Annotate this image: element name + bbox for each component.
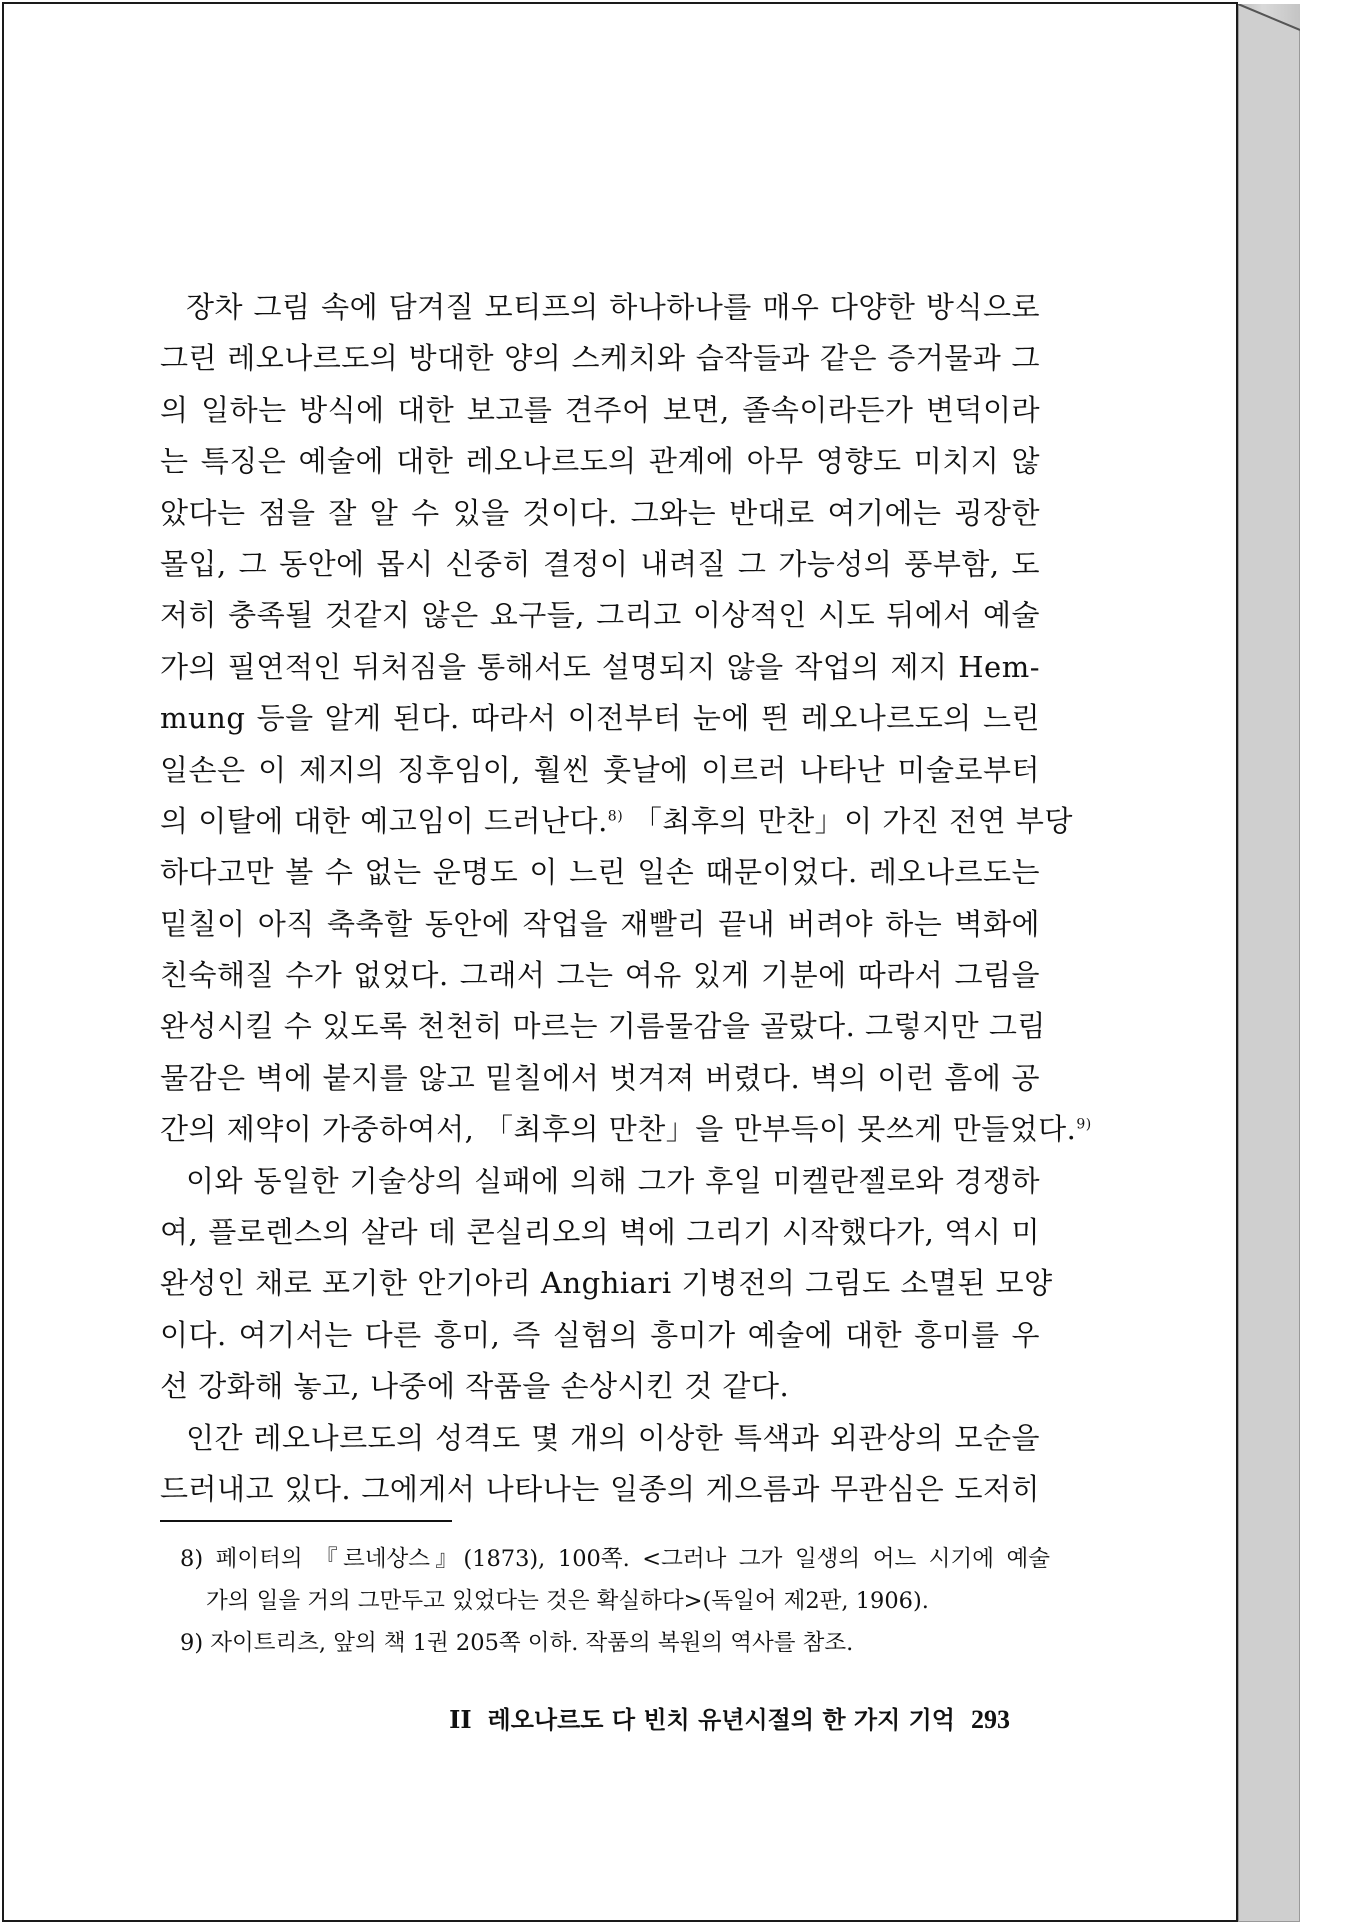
body-line: 았다는 점을 잘 알 수 있을 것이다. 그와는 반대로 여기에는 굉장한 bbox=[160, 495, 1040, 530]
body-line: 여, 플로렌스의 살라 데 콘실리오의 벽에 그리기 시작했다가, 역시 미 bbox=[160, 1215, 1040, 1250]
body-line: 드러내고 있다. 그에게서 나타나는 일종의 게으름과 무관심은 도저히 bbox=[160, 1471, 1040, 1506]
body-line: 그린 레오나르도의 방대한 양의 스케치와 습작들과 같은 증거물과 그 bbox=[160, 341, 1040, 376]
page-number: 293 bbox=[971, 1705, 1010, 1734]
body-line: 가의 필연적인 뒤처짐을 통해서도 설명되지 않을 작업의 제지 Hem- bbox=[160, 649, 1040, 684]
body-line: 일손은 이 제지의 징후임이, 훨씬 훗날에 이르러 나타난 미술로부터 bbox=[160, 752, 1040, 787]
body-line: 밑칠이 아직 축축할 동안에 작업을 재빨리 끝내 버려야 하는 벽화에 bbox=[160, 906, 1040, 941]
body-line bbox=[160, 796, 1073, 847]
body-text-run: 의 이탈에 대한 예고임이 드러난다. bbox=[160, 803, 608, 838]
body-line: 이다. 여기서는 다른 흥미, 즉 실험의 흥미가 예술에 대한 흥미를 우 bbox=[160, 1317, 1040, 1352]
chapter-title: 레오나르도 다 빈치 유년시절의 한 가지 기억 bbox=[487, 1705, 955, 1734]
footnotes bbox=[180, 1538, 1050, 1664]
book-page-stack-edge bbox=[1238, 4, 1300, 1922]
footnote-8-continued: 가의 일을 거의 그만두고 있었다는 것은 확실하다>(독일어 제2판, 1906). bbox=[206, 1588, 929, 1614]
body-line: 이와 동일한 기술상의 실패에 의해 그가 후일 미켈란젤로와 경쟁하 bbox=[186, 1163, 1040, 1198]
body-line: 완성인 채로 포기한 안기아리 Anghiari 기병전의 그림도 소멸된 모양 bbox=[160, 1266, 1053, 1301]
footnote-ref-9[interactable]: 9) bbox=[1076, 1116, 1092, 1133]
body-line: 하다고만 볼 수 없는 운명도 이 느린 일손 때문이었다. 레오나르도는 bbox=[160, 855, 1040, 890]
body-line: 선 강화해 놓고, 나중에 작품을 손상시킨 것 같다. bbox=[160, 1369, 790, 1404]
footnote-9: 9) 자이트리츠, 앞의 책 1권 205쪽 이하. 작품의 복원의 역사를 참조. bbox=[180, 1630, 854, 1656]
body-line: 친숙해질 수가 없었다. 그래서 그는 여유 있게 기분에 따라서 그림을 bbox=[160, 958, 1040, 993]
body-line: mung 등을 알게 된다. 따라서 이전부터 눈에 띈 레오나르도의 느린 bbox=[160, 701, 1040, 736]
body-line: 인간 레오나르도의 성격도 몇 개의 이상한 특색과 외관상의 모순을 bbox=[186, 1420, 1040, 1455]
body-line: 장차 그림 속에 담겨질 모티프의 하나하나를 매우 다양한 방식으로 bbox=[186, 290, 1040, 324]
body-text-run: 간의 제약이 가중하여서, 「최후의 만찬」을 만부득이 못쓰게 만들었다. bbox=[160, 1112, 1077, 1147]
body-line: 는 특징은 예술에 대한 레오나르도의 관계에 아무 영향도 미치지 않 bbox=[160, 444, 1040, 479]
body-line: 저히 충족될 것같지 않은 요구들, 그리고 이상적인 시도 뒤에서 예술 bbox=[160, 598, 1040, 633]
body-line bbox=[160, 1104, 1092, 1155]
footnote-separator bbox=[160, 1520, 452, 1522]
footnote-ref-8[interactable]: 8) bbox=[607, 808, 624, 825]
body-line: 완성시킬 수 있도록 천천히 마르는 기름물감을 골랐다. 그렇지만 그림 bbox=[160, 1009, 1046, 1044]
body-text bbox=[160, 282, 1092, 1515]
running-footer bbox=[430, 1700, 1010, 1735]
body-line: 몰입, 그 동안에 몹시 신중히 결정이 내려질 그 가능성의 풍부함, 도 bbox=[160, 546, 1040, 581]
body-text-run: 「최후의 만찬」이 가진 전연 부당 bbox=[623, 803, 1073, 838]
footnote-8: 8) 페이터의 『르네상스』(1873), 100쪽. <그러나 그가 일생의 어느 시기에 예술 bbox=[180, 1546, 1050, 1572]
body-line: 물감은 벽에 붙지를 않고 밑칠에서 벗겨져 버렸다. 벽의 이런 흠에 공 bbox=[160, 1060, 1040, 1095]
chapter-number: II bbox=[449, 1705, 472, 1734]
body-line: 의 일하는 방식에 대한 보고를 견주어 보면, 졸속이라든가 변덕이라 bbox=[160, 392, 1040, 427]
